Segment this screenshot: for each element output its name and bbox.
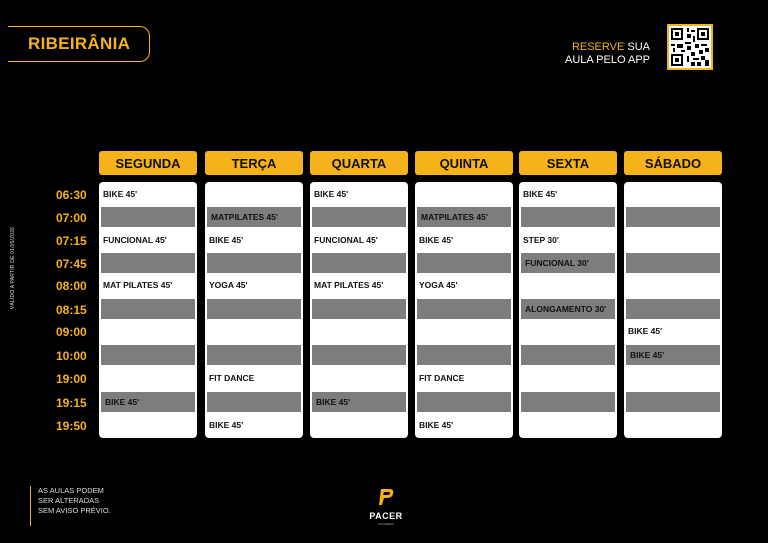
class-slot [519, 275, 617, 295]
reserve-line2: AULA PELO APP [565, 54, 650, 66]
class-slot [101, 207, 195, 227]
class-slot [312, 207, 406, 227]
class-slot: YOGA 45' [209, 280, 248, 290]
class-slot: FUNCIONAL 45' [103, 235, 167, 245]
class-slot: FUNCIONAL 30' [521, 253, 615, 273]
class-slot: BIKE 45' [209, 420, 244, 430]
day-header: SEXTA [519, 151, 617, 175]
class-slot [521, 345, 615, 365]
class-slot [415, 184, 513, 204]
class-slot: FIT DANCE [419, 373, 465, 383]
day-column [205, 151, 303, 430]
class-slot [99, 415, 197, 435]
notice-line: SEM AVISO PRÉVIO. [38, 506, 111, 515]
day-header: QUINTA [415, 151, 513, 175]
brand-sub: ACADEMIA [378, 522, 394, 526]
class-slot [417, 345, 511, 365]
class-slot [99, 321, 197, 341]
day-slots [415, 182, 513, 438]
class-slot: BIKE 45' [101, 392, 195, 412]
class-slot: STEP 30' [523, 235, 559, 245]
class-slot: BIKE 45' [419, 420, 454, 430]
class-slot: MAT PILATES 45' [103, 280, 173, 290]
location-title-box [8, 26, 150, 62]
day-column [99, 151, 197, 407]
day-header: SEGUNDA [99, 151, 197, 175]
day-slots [205, 182, 303, 438]
location-title: RIBEIRÂNIA [28, 34, 131, 53]
day-slots [519, 182, 617, 438]
class-slot [101, 299, 195, 319]
class-slot [519, 415, 617, 435]
class-slot [624, 184, 722, 204]
class-slot: YOGA 45' [419, 280, 458, 290]
class-slot [207, 253, 301, 273]
validity-note: VÁLIDO A PARTIR DE 01/05/2026 [10, 226, 16, 310]
class-slot [624, 368, 722, 388]
reserve-highlight: RESERVE [571, 41, 625, 53]
class-slot: MAT PILATES 45' [314, 280, 384, 290]
time-label: 19:15 [56, 396, 87, 410]
notice-line: AS AULAS PODEM [38, 486, 104, 495]
day-slots [99, 182, 197, 438]
day-column [624, 151, 722, 360]
reserve-line1: SUA [624, 41, 650, 53]
class-slot [205, 184, 303, 204]
class-slot: BIKE 45' [209, 235, 244, 245]
class-slot [519, 321, 617, 341]
class-slot: FUNCIONAL 45' [314, 235, 378, 245]
day-slots [624, 182, 722, 438]
time-label: 09:00 [56, 325, 87, 339]
notice-line: SER ALTERADAS [38, 496, 100, 505]
time-label: 08:15 [56, 303, 87, 317]
pacer-logo-icon [364, 487, 408, 511]
class-slot [519, 368, 617, 388]
class-slot [626, 207, 720, 227]
class-slot [626, 299, 720, 319]
class-slot: MATPILATES 45' [207, 207, 301, 227]
class-slot [207, 345, 301, 365]
day-slots [310, 182, 408, 438]
class-slot [626, 253, 720, 273]
time-label: 10:00 [56, 349, 87, 363]
schedule-notice [30, 486, 111, 526]
class-slot [312, 253, 406, 273]
day-column [310, 151, 408, 407]
class-slot [417, 299, 511, 319]
class-slot: BIKE 45' [314, 189, 349, 199]
pacer-logo [364, 487, 408, 527]
class-slot [99, 368, 197, 388]
class-slot [312, 299, 406, 319]
class-slot [101, 345, 195, 365]
time-label: 19:50 [56, 419, 87, 433]
class-slot [207, 299, 301, 319]
class-slot [207, 392, 301, 412]
day-header: TERÇA [205, 151, 303, 175]
time-label: 19:00 [56, 372, 87, 386]
class-slot [101, 253, 195, 273]
reserve-text [565, 41, 650, 67]
qr-code-icon[interactable] [667, 24, 713, 70]
class-slot [624, 275, 722, 295]
time-label: 07:15 [56, 234, 87, 248]
class-slot [417, 253, 511, 273]
class-slot [312, 345, 406, 365]
class-slot: BIKE 45' [419, 235, 454, 245]
time-label: 06:30 [56, 188, 87, 202]
class-slot [624, 415, 722, 435]
class-slot: BIKE 45' [103, 189, 138, 199]
day-header: SÁBADO [624, 151, 722, 175]
class-slot [626, 392, 720, 412]
time-label: 07:45 [56, 257, 87, 271]
class-slot [310, 368, 408, 388]
class-slot [310, 321, 408, 341]
time-label: 07:00 [56, 211, 87, 225]
class-slot: BIKE 45' [628, 326, 663, 336]
class-slot [521, 207, 615, 227]
brand-name: PACER [369, 511, 403, 521]
class-slot: MATPILATES 45' [417, 207, 511, 227]
class-slot: FIT DANCE [209, 373, 255, 383]
class-slot [624, 230, 722, 250]
class-slot: BIKE 45' [523, 189, 558, 199]
class-slot [205, 321, 303, 341]
class-slot [310, 415, 408, 435]
class-slot: BIKE 45' [312, 392, 406, 412]
class-slot [521, 392, 615, 412]
class-slot [417, 392, 511, 412]
day-column [519, 151, 617, 314]
class-slot: ALONGAMENTO 30' [521, 299, 615, 319]
day-header: QUARTA [310, 151, 408, 175]
class-slot [415, 321, 513, 341]
time-label: 08:00 [56, 279, 87, 293]
day-column [415, 151, 513, 430]
class-slot: BIKE 45' [626, 345, 720, 365]
